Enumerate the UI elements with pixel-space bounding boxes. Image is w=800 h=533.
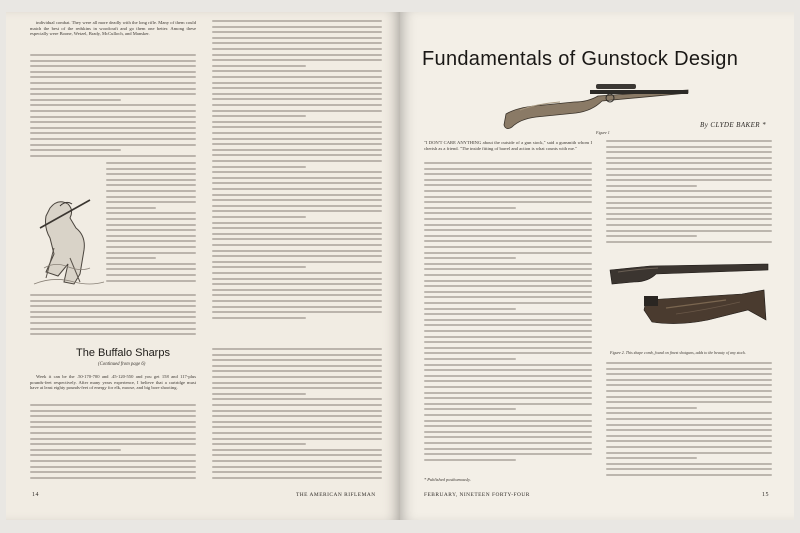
text-line	[424, 212, 592, 214]
text-line	[606, 468, 772, 470]
article-lead: "I DON'T CARE ANYTHING about the outside of a gun stock," said a gunsmith whom I cherish as a friend. "The inside fitting of barrel and action is what counts with me."	[424, 140, 592, 151]
text-line	[106, 240, 196, 242]
text-line	[30, 138, 196, 140]
text-line	[424, 392, 592, 394]
text-line	[30, 432, 196, 434]
text-line	[212, 244, 382, 246]
text-line	[212, 42, 382, 44]
text-line	[212, 466, 382, 468]
text-line	[606, 230, 772, 232]
text-line	[424, 420, 592, 422]
text-line	[606, 384, 772, 386]
text-line	[606, 412, 772, 414]
text-line	[30, 426, 196, 428]
text-line	[30, 410, 196, 412]
text-line	[424, 263, 592, 265]
text-line	[30, 144, 196, 146]
text-line	[424, 224, 592, 226]
text-line	[606, 368, 772, 370]
text-line	[606, 474, 772, 476]
text-line	[30, 54, 196, 56]
text-line	[606, 463, 772, 465]
text-line	[212, 294, 382, 296]
text-line	[106, 257, 156, 259]
text-line	[212, 227, 382, 229]
text-line	[424, 425, 592, 427]
text-line	[424, 246, 592, 248]
text-line	[106, 235, 196, 237]
text-line	[212, 216, 306, 218]
text-line	[212, 110, 382, 112]
text-line	[212, 261, 382, 263]
text-line	[424, 308, 516, 310]
text-line	[424, 324, 592, 326]
text-line	[212, 115, 306, 117]
text-line	[606, 196, 772, 198]
text-line	[212, 177, 382, 179]
text-line	[30, 60, 196, 62]
figure2-caption: Figure 2. This shape comb, found on finest shotguns, adds to the beauty of any stock.	[610, 350, 746, 355]
text-line	[606, 190, 772, 192]
text-line	[30, 110, 196, 112]
left-footer: THE AMERICAN RIFLEMAN	[296, 492, 376, 498]
text-line	[424, 403, 592, 405]
text-line	[212, 210, 382, 212]
text-line	[106, 179, 196, 181]
text-line	[106, 162, 196, 164]
text-line	[106, 274, 196, 276]
text-line	[212, 410, 382, 412]
text-line	[212, 283, 382, 285]
text-line	[424, 207, 516, 209]
text-line	[30, 127, 196, 129]
text-line	[606, 401, 772, 403]
text-line	[424, 201, 592, 203]
text-line	[424, 352, 592, 354]
text-line	[30, 311, 196, 313]
text-line	[424, 302, 592, 304]
text-line	[424, 436, 592, 438]
text-line	[30, 294, 196, 296]
text-line	[424, 369, 592, 371]
text-line	[212, 149, 382, 151]
text-line	[606, 390, 772, 392]
text-line	[424, 358, 516, 360]
article-title: Fundamentals of Gunstock Design	[422, 48, 739, 70]
text-line	[106, 229, 196, 231]
scout-illustration	[30, 188, 106, 288]
text-line	[212, 104, 382, 106]
left-col1-lead: individual combat. They were all more deadly with the long rifle. Many of them could match the best of the redskins in woodcraft and go them one better. Among these especially were Boone, Wetzel, Brady, McCulloch, and Mansker.	[30, 20, 196, 37]
text-line	[212, 205, 382, 207]
text-line	[606, 407, 697, 409]
text-line	[212, 171, 382, 173]
text-line	[30, 471, 196, 473]
text-line	[212, 250, 382, 252]
text-line	[212, 238, 382, 240]
text-line	[606, 429, 772, 431]
text-line	[212, 26, 382, 28]
text-line	[606, 424, 772, 426]
left-page	[6, 12, 400, 520]
text-line	[212, 132, 382, 134]
text-line	[106, 196, 196, 198]
text-line	[212, 266, 306, 268]
text-line	[212, 138, 382, 140]
text-line	[424, 190, 592, 192]
buffalo-lead: Week it can be the .50-170-700 and .45-120-550 and you get 158 and 117-plus pounds-feet respectively. After many years experience, I believe that a cartridge must have at least eighty pounds-feet of energy for elk, moose, and big bore shooting.	[30, 374, 196, 391]
text-line	[212, 382, 382, 384]
text-line	[424, 386, 592, 388]
text-line	[212, 37, 382, 39]
text-line	[212, 443, 306, 445]
text-line	[424, 453, 592, 455]
text-line	[606, 174, 772, 176]
buffalo-lead-text	[30, 374, 196, 393]
text-line	[30, 116, 196, 118]
text-line	[606, 373, 772, 375]
text-line	[30, 438, 196, 440]
text-line	[30, 449, 121, 451]
text-line	[212, 154, 382, 156]
text-line	[212, 76, 382, 78]
text-line	[606, 452, 772, 454]
text-line	[106, 263, 196, 265]
text-line	[212, 354, 382, 356]
text-line	[212, 376, 382, 378]
text-line	[212, 255, 382, 257]
text-line	[424, 330, 592, 332]
text-line	[212, 272, 382, 274]
shotgun-figure-2	[606, 252, 772, 348]
text-line	[212, 188, 382, 190]
text-line	[424, 257, 516, 259]
text-line	[424, 375, 592, 377]
text-line	[424, 347, 592, 349]
text-line	[106, 173, 196, 175]
text-line	[30, 65, 196, 67]
text-line	[30, 300, 196, 302]
text-line	[424, 431, 592, 433]
text-line	[106, 224, 196, 226]
text-line	[424, 442, 592, 444]
text-line	[606, 440, 772, 442]
text-line	[212, 300, 382, 302]
text-line	[30, 477, 196, 479]
text-line	[424, 414, 592, 416]
text-line	[424, 397, 592, 399]
footnote: * Published posthumously.	[424, 477, 471, 482]
text-line	[424, 341, 592, 343]
text-line	[212, 471, 382, 473]
text-line	[106, 252, 196, 254]
text-line	[424, 459, 516, 461]
text-line	[212, 54, 382, 56]
text-line	[30, 460, 196, 462]
figure1-caption: Figure 1	[596, 130, 610, 135]
text-line	[424, 162, 592, 164]
text-line	[606, 241, 772, 243]
text-line	[106, 190, 196, 192]
text-line	[424, 240, 592, 242]
text-line	[606, 207, 772, 209]
text-line	[424, 280, 592, 282]
text-line	[30, 316, 196, 318]
text-line	[106, 168, 196, 170]
text-line	[212, 404, 382, 406]
text-line	[606, 396, 772, 398]
text-line	[424, 364, 592, 366]
text-line	[212, 93, 382, 95]
right-footer: FEBRUARY, NINETEEN FORTY-FOUR	[424, 492, 530, 498]
text-line	[212, 415, 382, 417]
text-line	[606, 213, 772, 215]
text-line	[606, 168, 772, 170]
text-line	[424, 408, 516, 410]
section-title: The Buffalo Sharps	[76, 347, 170, 359]
text-line	[30, 415, 196, 417]
text-line	[424, 291, 592, 293]
text-line	[212, 98, 382, 100]
text-line	[606, 379, 772, 381]
text-line	[212, 477, 382, 479]
right-page	[400, 12, 794, 520]
text-line	[424, 229, 592, 231]
text-line	[424, 296, 592, 298]
text-line	[212, 432, 382, 434]
text-line	[106, 218, 196, 220]
text-line	[424, 218, 592, 220]
text-line	[212, 398, 382, 400]
text-line	[212, 426, 382, 428]
text-line	[212, 166, 306, 168]
text-line	[212, 222, 382, 224]
text-line	[606, 418, 772, 420]
text-line	[30, 76, 196, 78]
text-line	[30, 454, 196, 456]
text-line	[106, 280, 196, 282]
text-line	[606, 457, 697, 459]
text-line	[30, 149, 121, 151]
text-line	[212, 126, 382, 128]
text-line	[212, 393, 306, 395]
text-line	[212, 306, 382, 308]
text-line	[606, 202, 772, 204]
byline: By CLYDE BAKER *	[700, 121, 766, 129]
text-line	[212, 289, 382, 291]
text-line	[212, 182, 382, 184]
text-line	[30, 305, 196, 307]
text-line	[606, 446, 772, 448]
text-line	[606, 218, 772, 220]
text-line	[212, 370, 382, 372]
text-line	[212, 121, 382, 123]
text-line	[424, 173, 592, 175]
text-line	[606, 235, 697, 237]
text-line	[30, 132, 196, 134]
text-line	[606, 162, 772, 164]
text-line	[106, 207, 156, 209]
text-line	[30, 104, 196, 106]
text-line	[424, 184, 592, 186]
magazine-spread	[6, 12, 794, 520]
text-line	[212, 199, 382, 201]
text-line	[606, 146, 772, 148]
text-line	[30, 99, 121, 101]
text-line	[606, 140, 772, 142]
text-line	[424, 196, 592, 198]
text-line	[424, 380, 592, 382]
text-line	[424, 319, 592, 321]
text-line	[606, 362, 772, 364]
text-line	[212, 359, 382, 361]
left-col1-text	[30, 20, 196, 39]
text-line	[212, 317, 306, 319]
text-line	[212, 20, 382, 22]
text-line	[212, 460, 382, 462]
text-line	[212, 365, 382, 367]
text-line	[106, 201, 196, 203]
text-line	[212, 421, 382, 423]
text-line	[212, 311, 382, 313]
text-line	[606, 179, 772, 181]
text-line	[212, 348, 382, 350]
text-line	[212, 70, 382, 72]
text-line	[106, 212, 196, 214]
text-line	[30, 71, 196, 73]
text-line	[606, 224, 772, 226]
text-line	[212, 82, 382, 84]
text-line	[30, 93, 196, 95]
text-line	[212, 454, 382, 456]
text-line	[606, 157, 772, 159]
text-line	[106, 184, 196, 186]
left-folio: 14	[32, 492, 39, 498]
text-line	[30, 322, 196, 324]
text-line	[424, 313, 592, 315]
text-line	[212, 194, 382, 196]
text-line	[212, 87, 382, 89]
text-line	[30, 328, 196, 330]
text-line	[424, 274, 592, 276]
text-line	[30, 443, 196, 445]
text-line	[30, 121, 196, 123]
text-line	[106, 246, 196, 248]
text-line	[212, 31, 382, 33]
text-line	[424, 336, 592, 338]
text-line	[424, 179, 592, 181]
text-line	[424, 448, 592, 450]
text-line	[30, 333, 196, 335]
text-line	[212, 449, 382, 451]
text-line	[212, 48, 382, 50]
text-line	[30, 466, 196, 468]
text-line	[212, 143, 382, 145]
text-line	[30, 88, 196, 90]
text-line	[30, 404, 196, 406]
text-line	[606, 435, 772, 437]
text-line	[606, 151, 772, 153]
continued-note: (Continued from page 6)	[98, 362, 146, 367]
text-line	[30, 155, 196, 157]
text-line	[30, 82, 196, 84]
text-line	[606, 185, 697, 187]
text-line	[212, 160, 382, 162]
text-line	[212, 59, 382, 61]
text-line	[30, 421, 196, 423]
text-line	[424, 268, 592, 270]
text-line	[212, 387, 382, 389]
text-line	[424, 252, 592, 254]
text-line	[212, 438, 382, 440]
rifle-figure-1	[500, 76, 690, 132]
article-lead-text	[424, 140, 592, 153]
text-line	[212, 278, 382, 280]
text-line	[106, 268, 196, 270]
text-line	[424, 168, 592, 170]
text-line	[212, 233, 382, 235]
text-line	[424, 285, 592, 287]
text-line	[212, 65, 306, 67]
right-folio: 15	[762, 492, 769, 498]
text-line	[424, 235, 592, 237]
